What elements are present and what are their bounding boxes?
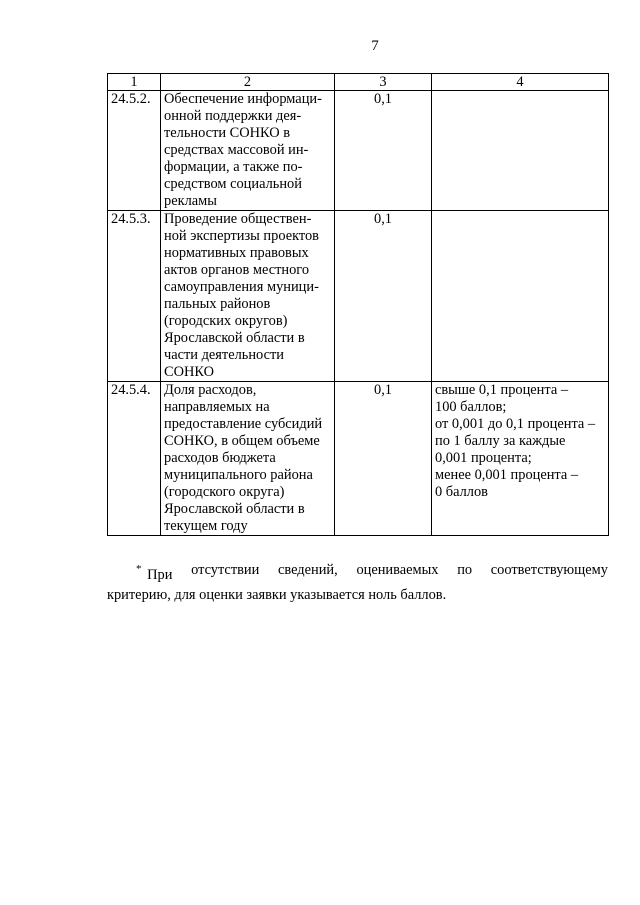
criterion-weight: 0,1 bbox=[335, 91, 432, 211]
criterion-name-line: предоставление субсидий bbox=[164, 416, 323, 432]
table-row bbox=[108, 91, 609, 211]
footnote-word: по bbox=[457, 562, 473, 578]
criterion-number: 24.5.3. bbox=[108, 211, 161, 382]
footnote-word: сведений, bbox=[278, 562, 338, 578]
criterion-name-line: нормативных правовых bbox=[164, 245, 309, 261]
criterion-name-line: самоуправления муници- bbox=[164, 279, 319, 295]
table-row bbox=[108, 211, 609, 382]
criterion-name bbox=[161, 382, 335, 536]
criterion-name-line: Ярославской области в bbox=[164, 501, 305, 517]
criterion-name-line: (городских округов) bbox=[164, 313, 288, 329]
page-number: 7 bbox=[371, 38, 379, 54]
column-header: 3 bbox=[335, 74, 432, 91]
scoring-method-line: от 0,001 до 0,1 процента – bbox=[435, 416, 596, 432]
criterion-name-line: Обеспечение информаци- bbox=[164, 91, 322, 107]
column-header: 4 bbox=[432, 74, 609, 91]
criterion-name-line: расходов бюджета bbox=[164, 450, 276, 466]
criterion-name-line: ной экспертизы проектов bbox=[164, 228, 319, 244]
footnote-word bbox=[136, 560, 172, 585]
criterion-name-line: направляемых на bbox=[164, 399, 270, 415]
scoring-method bbox=[432, 91, 609, 211]
criterion-name-line: средством социальной bbox=[164, 176, 302, 192]
criterion-name bbox=[161, 91, 335, 211]
criterion-name-line: Проведение обществен- bbox=[164, 211, 312, 227]
scoring-method-line: по 1 баллу за каждые bbox=[435, 433, 566, 449]
criterion-name-line: части деятельности bbox=[164, 347, 284, 363]
scoring-method-line: 0,001 процента; bbox=[435, 450, 532, 466]
criterion-name-line: СОНКО bbox=[164, 364, 215, 380]
criterion-name-line: (городского округа) bbox=[164, 484, 285, 500]
footnote-marker: * bbox=[136, 563, 142, 575]
criterion-weight: 0,1 bbox=[335, 382, 432, 536]
criterion-number: 24.5.2. bbox=[108, 91, 161, 211]
scoring-method bbox=[432, 211, 609, 382]
column-header: 2 bbox=[161, 74, 335, 91]
column-header: 1 bbox=[108, 74, 161, 91]
footnote-word-text: При bbox=[147, 566, 173, 583]
scoring-method-line: свыше 0,1 процента – bbox=[435, 382, 569, 398]
criteria-table bbox=[107, 73, 609, 536]
footnote-word: соответствующему bbox=[490, 562, 608, 578]
criterion-name-line: онной поддержки дея- bbox=[164, 108, 302, 124]
criterion-name-line: муниципального района bbox=[164, 467, 313, 483]
criterion-name-line: Ярославской области в bbox=[164, 330, 305, 346]
criterion-weight: 0,1 bbox=[335, 211, 432, 382]
criterion-name bbox=[161, 211, 335, 382]
table-row bbox=[108, 382, 609, 536]
criterion-name-line: формации, а также по- bbox=[164, 159, 303, 175]
criterion-name-line: текущем году bbox=[164, 518, 248, 534]
footnote-word: оцениваемых bbox=[356, 562, 439, 578]
criterion-name-line: пальных районов bbox=[164, 296, 271, 312]
scoring-method-line: 100 баллов; bbox=[435, 399, 507, 415]
criterion-name-line: Доля расходов, bbox=[164, 382, 257, 398]
scoring-method-line: менее 0,001 процента – bbox=[435, 467, 579, 483]
footnote-word: отсутствии bbox=[191, 562, 260, 578]
criterion-name-line: актов органов местного bbox=[164, 262, 310, 278]
criterion-name-line: рекламы bbox=[164, 193, 217, 209]
criterion-name-line: средствах массовой ин- bbox=[164, 142, 309, 158]
criterion-name-line: тельности СОНКО в bbox=[164, 125, 291, 141]
criterion-name-line: СОНКО, в общем объеме bbox=[164, 433, 320, 449]
table-header-row bbox=[108, 74, 609, 91]
footnote-line-2: критерию, для оценки заявки указывается ноль баллов. bbox=[107, 586, 447, 603]
footnote bbox=[107, 560, 608, 605]
footnote-line-1 bbox=[107, 560, 608, 585]
scoring-method-line: 0 баллов bbox=[435, 484, 488, 500]
scoring-method bbox=[432, 382, 609, 536]
criterion-number: 24.5.4. bbox=[108, 382, 161, 536]
